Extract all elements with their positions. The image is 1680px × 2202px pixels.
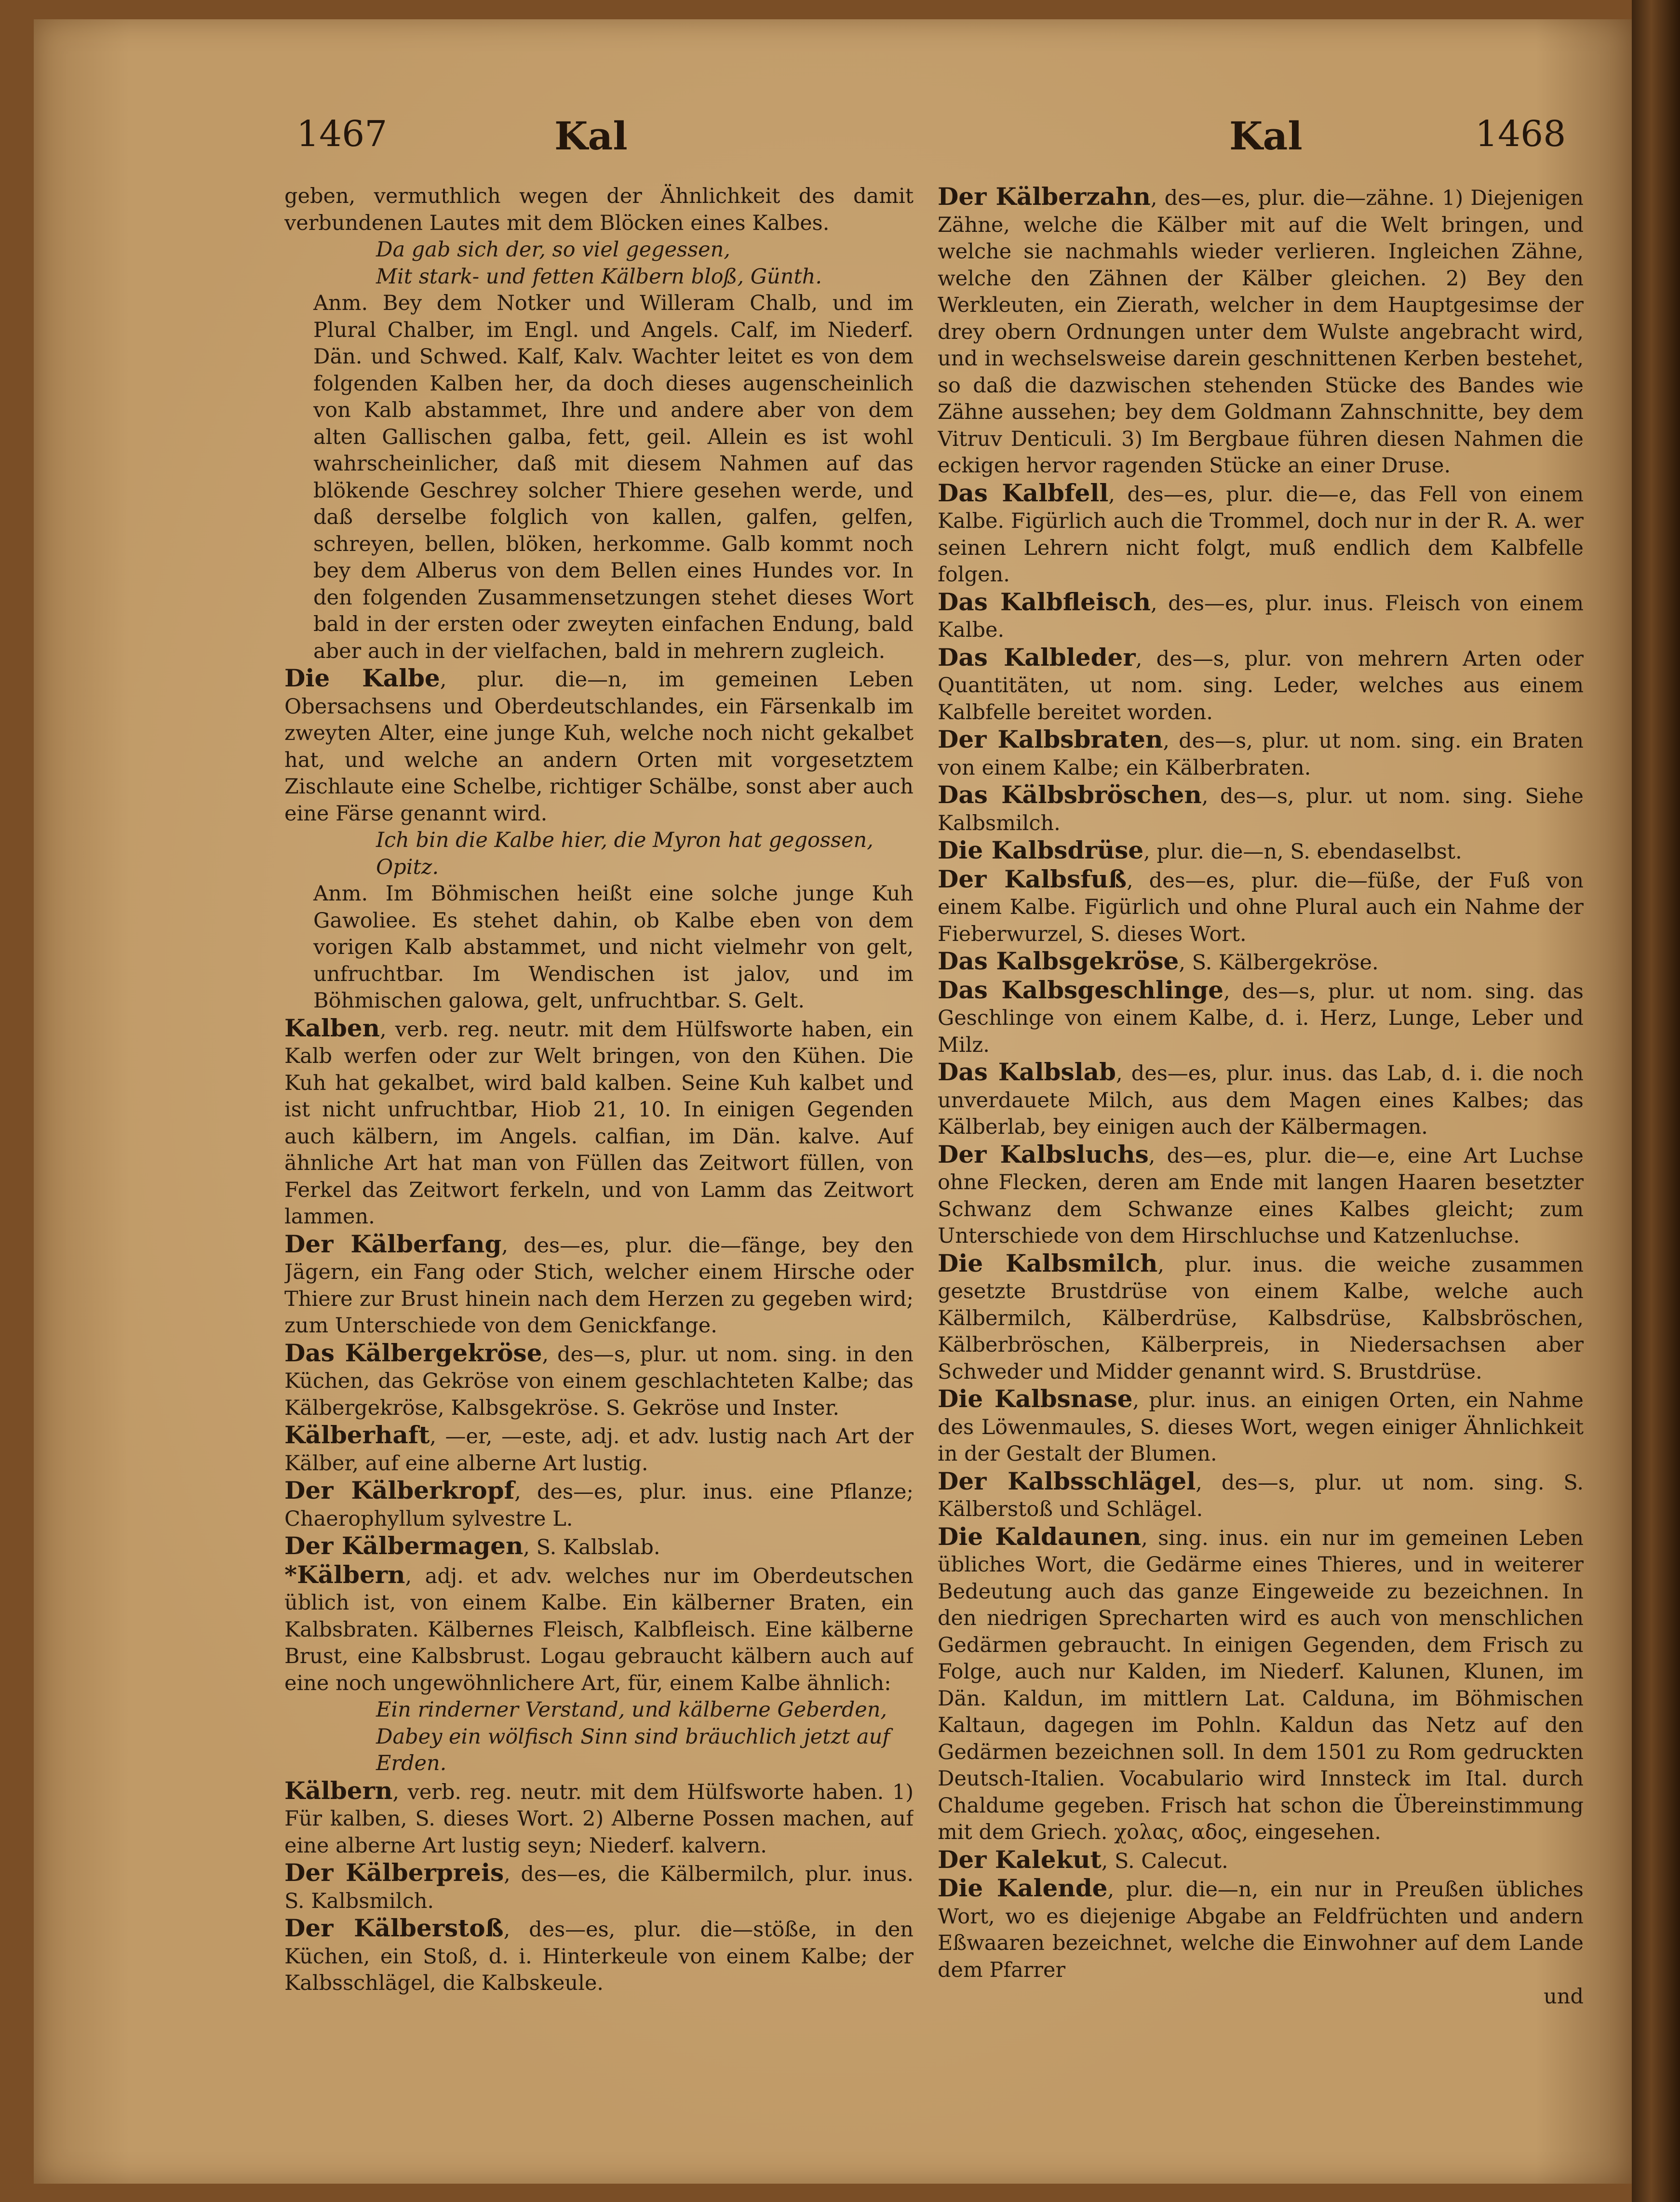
definition: , —er, —este, adj. et adv. lustig nach Art der Kälber, auf eine alberne Art lustig.	[284, 1424, 914, 1476]
headword: Kälberhaft	[284, 1421, 430, 1449]
headword: Das Kälbergekröse	[284, 1338, 542, 1367]
definition: , plur. die—n, S. ebendaselbst.	[1143, 840, 1462, 864]
definition: , sing. inus. ein nur im gemeinen Leben übliches Wort, die Gedärme eines Thieres, und in weiterer Bedeutung auch das ganze Eingeweide zu bezeichnen. In den niedrigen Sprecharten wird es auch von menschlichen Gedärmen gebraucht. In einigen Gegenden, dem Frisch zu Folge, auch nur Kalden, im Niederf. Kalunen, Klunen, im Dän. Kaldun, im mittlern Lat. Calduna, im Böhmischen Kaltaun, dagegen im Pohln. Kaldun das Netz auf den Gedärmen bezeichnen soll. In dem 1501 zu Rom gedruckten Deutsch-Italien. Vocabulario wird Innsteck im Ital. durch Chaldume gegeben. Frisch hat schon die Übereinstimmung mit dem Griech. χολας, αδος, eingesehen.	[938, 1526, 1584, 1844]
headword: Das Kalbfleisch	[938, 587, 1151, 616]
headword: Das Kalbfell	[938, 478, 1109, 507]
definition: , verb. reg. neutr. mit dem Hülfsworte haben, ein Kalb werfen oder zur Welt bringen, von den Kühen. Die Kuh hat gekalbet, wird bald kalben. Seine Kuh kalbet und ist nicht unfruchtbar, Hiob 21, 10. In einigen Gegenden auch kälbern, im Angels. calfian, im Dän. kalve. Auf ähnliche Art hat man von Füllen das Zeitwort füllen, von Ferkel das Zeitwort ferkeln, und von Lamm das Zeitwort lammen.	[284, 1017, 914, 1229]
definition: , des—s, plur. ut nom. sing. ein Braten von einem Kalbe; ein Kälberbraten.	[938, 729, 1584, 780]
definition: , des—es, plur. die—zähne. 1) Diejenigen Zähne, welche die Kälber mit auf die Welt bringen, und welche sie nachmahls wieder verlieren. Ingleichen Zähne, welche den Zähnen der Kälber gleichen. 2) Bey den Werkleuten, ein Zierath, welcher in dem Hauptgesimse der drey obern Ordnungen unter dem Wulste angebracht wird, und in wechselsweise darein geschnittenen Kerben bestehet, so daß die dazwischen stehenden Stücke des Bandes wie Zähne aussehen; bey dem Goldmann Zahnschnitte, bey dem Vitruv Denticuli. 3) Im Bergbaue führen diesen Nahmen die eckigen hervor ragenden Stücke an einer Druse.	[938, 186, 1584, 478]
definition: , des—es, plur. die—e, eine Art Luchse ohne Flecken, deren am Ende mit langen Haaren besetzter Schwanz dem Schwanze eines Kalbes gleicht; zum Unterschiede von dem Hirschluchse und Katzenluchse.	[938, 1143, 1584, 1248]
headword: Das Kalbsgeschlinge	[938, 975, 1224, 1004]
headword: Das Kalbleder	[938, 643, 1136, 671]
definition: , des—es, plur. die—fänge, bey den Jägern, ein Fang oder Stich, welcher einem Hirsche oder Thiere zur Brust hinein nach dem Herzen zu gegeben wird; zum Unterschiede von dem Genickfange.	[284, 1233, 914, 1338]
right-column	[938, 183, 1584, 2063]
definition: , plur. inus. die weiche zusammen gesetzte Brustdrüse von einem Kalbe, welche auch Kälbermilch, Kälberdrüse, Kalbsdrüse, Kalbsbröschen, Kälberbröschen, Kälberpreis, in Niedersachsen aber Schweder und Midder genannt wird. S. Brustdrüse.	[938, 1252, 1584, 1384]
dictionary-entry	[284, 1231, 914, 1340]
dictionary-entry	[938, 480, 1584, 589]
dictionary-entry	[938, 1468, 1584, 1523]
dictionary-entry	[938, 1875, 1584, 1984]
dictionary-entry	[938, 589, 1584, 644]
catchword: und	[1544, 1985, 1584, 2009]
dictionary-entry	[938, 1250, 1584, 1386]
headword: Der Kälberpreis	[284, 1858, 504, 1887]
verse-quote: Mit stark- und fetten Kälbern bloß, Günth.	[376, 264, 822, 289]
definition: , adj. et adv. welches nur im Oberdeutschen üblich ist, von einem Kalbe. Ein kälberner Braten, ein Kalbsbraten. Kälbernes Fleisch, Kalbfleisch. Eine kälberne Brust, eine Kalbsbrust. Logau gebraucht kälbern auch auf eine noch ungewöhnlichere Art, für, einem Kalbe ähnlich:	[284, 1564, 914, 1695]
dictionary-entry	[938, 781, 1584, 837]
headword: Der Kalbsbraten	[938, 725, 1163, 753]
definition: , plur. inus. an einigen Orten, ein Nahme des Löwenmaules, S. dieses Wort, wegen einiger Ähnlichkeit in der Gestalt der Blumen.	[938, 1388, 1584, 1466]
book-edge	[1632, 0, 1680, 2202]
headword: Der Kälberstoß	[284, 1914, 504, 1942]
headword: Die Kaldaunen	[938, 1522, 1142, 1551]
right-page-number: 1468	[1475, 113, 1566, 155]
dictionary-entry	[284, 1859, 914, 1915]
definition: , plur. die—n, ein nur in Preußen übliches Wort, wo es diejenige Abgabe an Feldfrüchten und andern Eßwaaren bezeichnet, welche die Einwohner auf dem Lande dem Pfarrer	[938, 1878, 1584, 1982]
left-running-head: Kal	[554, 113, 628, 159]
definition: , verb. reg. neutr. mit dem Hülfsworte haben. 1) Für kalben, S. dieses Wort. 2) Alberne Possen machen, auf eine alberne Art lustig seyn; Niederf. kalvern.	[284, 1780, 914, 1858]
dictionary-entry	[284, 665, 914, 827]
verse-quote: Da gab sich der, so viel gegessen,	[376, 238, 730, 262]
dictionary-entry	[938, 1523, 1584, 1846]
definition: , des—es, plur. inus. eine Pflanze; Chaerophyllum sylvestre L.	[284, 1480, 914, 1531]
dictionary-entry	[284, 1915, 914, 1997]
definition: , des—es, plur. die—stöße, in den Küchen, ein Stoß, d. i. Hinterkeule von einem Kalbe; der Kalbsschlägel, die Kalbskeule.	[284, 1918, 914, 1995]
running-header	[0, 113, 1680, 166]
headword: Das Kalbsgekröse	[938, 947, 1179, 975]
dictionary-entry	[284, 1532, 914, 1561]
verse-quote: Dabey ein wölfisch Sinn sind bräuchlich jetzt auf Erden.	[376, 1724, 890, 1775]
dictionary-entry	[284, 1340, 914, 1422]
definition: , des—s, plur. ut nom. sing. das Geschlinge von einem Kalbe, d. i. Herz, Lunge, Leber und Milz.	[938, 979, 1584, 1057]
headword: *Kälbern	[284, 1560, 405, 1589]
definition: , S. Kalbslab.	[523, 1535, 660, 1559]
headword: Der Kälbermagen	[284, 1531, 524, 1560]
definition: , S. Kälbergekröse.	[1179, 951, 1379, 975]
headword: Der Kalbsfuß	[938, 864, 1127, 893]
headword: Der Kälberfang	[284, 1229, 502, 1258]
dictionary-entry	[938, 1059, 1584, 1141]
headword: Die Kalende	[938, 1874, 1108, 1902]
dictionary-entry	[938, 1846, 1584, 1875]
verse-quote: Ich bin die Kalbe hier, die Myron hat gegossen, Opitz.	[376, 828, 874, 879]
headword: Die Kalbsdrüse	[938, 836, 1144, 864]
definition: , des—s, plur. ut nom. sing. in den Küchen, das Gekröse von einem geschlachteten Kalbe; das Kälbergekröse, Kalbsgekröse. S. Gekröse und Inster.	[284, 1342, 914, 1420]
definition: , des—s, plur. von mehrern Arten oder Quantitäten, ut nom. sing. Leder, welches aus einem Kalbfelle bereitet worden.	[938, 646, 1584, 725]
right-running-head: Kal	[1229, 113, 1303, 159]
definition: , des—es, die Kälbermilch, plur. inus. S. Kalbsmilch.	[284, 1862, 914, 1913]
definition: , des—es, plur. inus. Fleisch von einem Kalbe.	[938, 591, 1584, 642]
definition: , des—s, plur. ut nom. sing. Siehe Kalbsmilch.	[938, 784, 1584, 835]
dictionary-entry	[938, 866, 1584, 948]
headword: Der Kalbsschlägel	[938, 1466, 1196, 1495]
text-paragraph: geben, vermuthlich wegen der Ähnlichkeit des damit verbundenen Lautes mit dem Blöcken eines Kalbes.	[284, 184, 914, 235]
headword: Der Kälberkropf	[284, 1476, 515, 1504]
headword: Die Kalbsnase	[938, 1384, 1133, 1413]
headword: Der Kalekut	[938, 1845, 1102, 1874]
dictionary-entry	[938, 837, 1584, 866]
dictionary-entry	[938, 644, 1584, 726]
dictionary-entry	[284, 1477, 914, 1532]
dictionary-entry	[284, 1015, 914, 1231]
headword: Das Kalbslab	[938, 1058, 1116, 1086]
definition: , des—es, plur. die—e, das Fell von einem Kalbe. Figürlich auch die Trommel, doch nur in der R. A. wer seinen Lehrern nicht folgt, muß endlich dem Kalbfelle folgen.	[938, 482, 1584, 587]
left-page-number: 1467	[296, 113, 388, 155]
annotation-paragraph: Anm. Im Böhmischen heißt eine solche junge Kuh Gawoliee. Es stehet dahin, ob Kalbe eben von dem vorigen Kalb abstammet, und nicht vielmehr von gelt, unfruchtbar. Im Wendischen ist jalov, und im Böhmischen galowa, gelt, unfruchtbar. S. Gelt.	[313, 882, 914, 1013]
annotation-paragraph: Anm. Bey dem Notker und Willeram Chalb, und im Plural Chalber, im Engl. und Angels. Calf, im Niederf. Dän. und Schwed. Kalf, Kalv. Wachter leitet es von dem folgenden Kalben her, da doch dieses augenscheinlich von Kalb abstammet, Ihre und andere aber von dem alten Gallischen galba, fett, geil. Allein es ist wohl wahrscheinlicher, daß mit diesem Nahmen auf das blökende Geschrey solcher Thiere gesehen werde, und daß derselbe folglich von kallen, galfen, gelfen, schreyen, bellen, blöken, herkomme. Galb kommt noch bey dem Alberus von dem Bellen eines Hundes vor. In den folgenden Zusammensetzungen stehet dieses Wort bald in der ersten oder zweyten einfachen Endung, bald aber auch in der vielfachen, bald in mehrern zugleich.	[313, 291, 914, 663]
left-column	[284, 183, 914, 2063]
dictionary-entry	[938, 726, 1584, 781]
headword: Das Kälbsbröschen	[938, 780, 1202, 809]
dictionary-entry	[938, 1141, 1584, 1250]
definition: , plur. die—n, im gemeinen Leben Obersachsens und Oberdeutschlandes, ein Färsenkalb im zweyten Alter, eine junge Kuh, welche noch nicht gekalbet hat, und welche an andern Orten mit vorgesetztem Zischlaute eine Schelbe, richtiger Schälbe, sonst aber auch eine Färse genannt wird.	[284, 668, 914, 826]
dictionary-entry	[284, 1422, 914, 1477]
verse-quote: Ein rinderner Verstand, und kälberne Geberden,	[376, 1698, 887, 1722]
headword: Der Kälberzahn	[938, 183, 1151, 211]
dictionary-entry	[284, 1561, 914, 1697]
dictionary-entry	[938, 948, 1584, 977]
headword: Der Kalbsluchs	[938, 1140, 1149, 1168]
dictionary-entry	[938, 977, 1584, 1059]
headword: Die Kalbsmilch	[938, 1249, 1158, 1277]
definition: , des—es, plur. inus. das Lab, d. i. die noch unverdauete Milch, aus dem Magen eines Kalbes; das Kälberlab, bey einigen auch der Kälbermagen.	[938, 1061, 1584, 1139]
dictionary-entry	[284, 1777, 914, 1860]
definition: , S. Calecut.	[1101, 1849, 1228, 1873]
dictionary-entry	[938, 1385, 1584, 1468]
definition: , des—es, plur. die—füße, der Fuß von einem Kalbe. Figürlich und ohne Plural auch ein Nahme der Fieberwurzel, S. dieses Wort.	[938, 868, 1584, 946]
definition: , des—s, plur. ut nom. sing. S. Kälberstoß und Schlägel.	[938, 1470, 1584, 1521]
headword: Kälbern	[284, 1776, 393, 1805]
headword: Kalben	[284, 1013, 380, 1042]
headword: Die Kalbe	[284, 664, 440, 692]
dictionary-entry	[938, 183, 1584, 480]
